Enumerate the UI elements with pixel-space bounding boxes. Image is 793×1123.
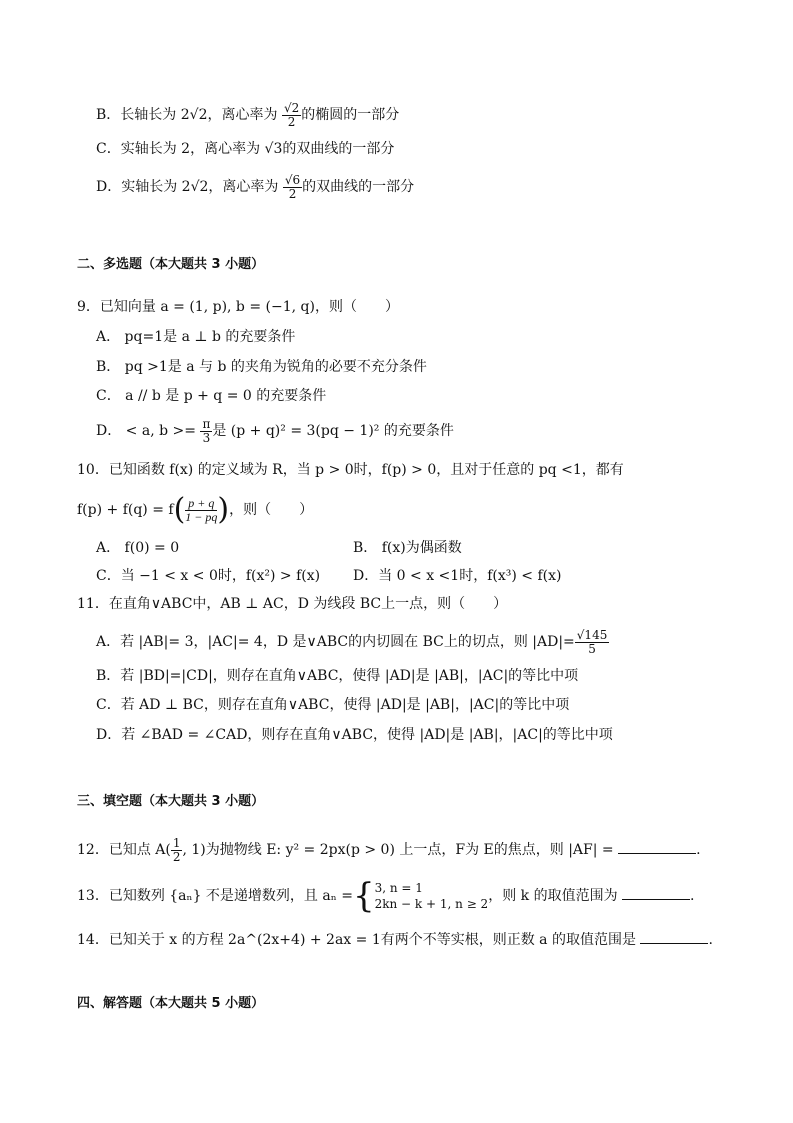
fraction: $\frac{√145}{5}$ bbox=[576, 627, 608, 656]
fraction: $\frac{√6}{2}$ bbox=[284, 172, 301, 201]
question-10-equation: f(p) + f(q) = f( $\frac{p + q}{1 - pq}$ )，则（ ） bbox=[77, 492, 314, 527]
fraction: $\frac{\pi}{3}$ bbox=[202, 416, 211, 445]
question-10-option-d: D．当 0 < x <1时，f(x³) < f(x) bbox=[353, 568, 562, 584]
section-title-multi-choice: 二、多选题（本大题共 3 小题） bbox=[77, 257, 265, 272]
question-9-option-b: B． pq >1是 a 与 b 的夹角为锐角的必要不充分条件 bbox=[96, 359, 427, 375]
question-10-option-b: B． f(x)为偶函数 bbox=[353, 540, 462, 556]
question-12: 12．已知点 A( $\frac{1}{2}$ , 1)为抛物线 E: y² = 2px(p > 0) 上一点，F为 E的焦点，则 |AF| = . bbox=[77, 835, 701, 864]
question-10-stem: 10．已知函数 f(x) 的定义域为 R，当 p > 0时，f(p) > 0，且对于任意的 pq <1，都有 bbox=[77, 462, 624, 478]
question-11-option-a: A．若 |AB|= 3，|AC|= 4，D 是∨ABC的内切圆在 BC上的切点，则 |AD|= $\frac{√145}{5}$ bbox=[96, 627, 608, 656]
question-11-stem: 11．在直角∨ABC中，AB ⊥ AC，D 为线段 BC上一点，则（ ） bbox=[77, 596, 508, 612]
piecewise-cases: 3, n = 1 2kn − k + 1, n ≥ 2 bbox=[374, 881, 489, 911]
question-10-option-a: A． f(0) = 0 bbox=[96, 540, 180, 556]
question-9-option-d: D． < a, b >= $\frac{\pi}{3}$ 是 (p + q)² = 3(pq − 1)² 的充要条件 bbox=[96, 416, 454, 445]
question-11-option-c: C．若 AD ⊥ BC，则存在直角∨ABC，使得 |AD|是 |AB|，|AC|的等比中项 bbox=[96, 697, 570, 713]
question-11-option-b: B．若 |BD|=|CD|，则存在直角∨ABC，使得 |AD|是 |AB|，|AC|的等比中项 bbox=[96, 668, 579, 684]
option-label: D． bbox=[96, 179, 122, 195]
answer-blank[interactable] bbox=[622, 885, 690, 900]
option-label: C． bbox=[96, 141, 121, 157]
section-title-fill-in: 三、填空题（本大题共 3 小题） bbox=[77, 794, 265, 809]
question-14: 14．已知关于 x 的方程 2a^(2x+4) + 2ax = 1有两个不等实根，则正数 a 的取值范围是 . bbox=[77, 929, 713, 950]
question-11-option-d: D．若 ∠BAD = ∠CAD，则存在直角∨ABC，使得 |AD|是 |AB|，|AC|的等比中项 bbox=[96, 727, 613, 743]
option-c-prev: C．实轴长为 2，离心率为 √3的双曲线的一部分 bbox=[96, 141, 395, 157]
answer-blank[interactable] bbox=[618, 839, 696, 854]
question-9-option-a: A． pq=1是 a ⊥ b 的充要条件 bbox=[96, 329, 296, 345]
question-13: 13．已知数列 {aₙ} 不是递增数列，且 aₙ ={ 3, n = 1 2kn − k + 1, n ≥ 2 ，则 k 的取值范围为 . bbox=[77, 876, 695, 916]
question-9-option-c: C． a // b 是 p + q = 0 的充要条件 bbox=[96, 388, 327, 404]
option-b-prev: B．长轴长为 2√2，离心率为 $\frac{√2}{2}$ 的椭圆的一部分 bbox=[96, 100, 400, 129]
question-10-option-c: C．当 −1 < x < 0时，f(x²) > f(x) bbox=[96, 568, 321, 584]
fraction: $\frac{√2}{2}$ bbox=[283, 100, 300, 129]
option-label: B． bbox=[96, 107, 121, 123]
fraction: $\frac{p + q}{1 - pq}$ bbox=[185, 495, 218, 524]
fraction: $\frac{1}{2}$ bbox=[172, 835, 181, 864]
answer-blank[interactable] bbox=[640, 929, 708, 944]
question-9-stem: 9．已知向量 a = (1, p), b = (−1, q)，则（ ） bbox=[77, 299, 399, 315]
option-d-prev: D．实轴长为 2√2，离心率为 $\frac{√6}{2}$ 的双曲线的一部分 bbox=[96, 172, 415, 201]
section-title-answer: 四、解答题（本大题共 5 小题） bbox=[77, 996, 265, 1011]
